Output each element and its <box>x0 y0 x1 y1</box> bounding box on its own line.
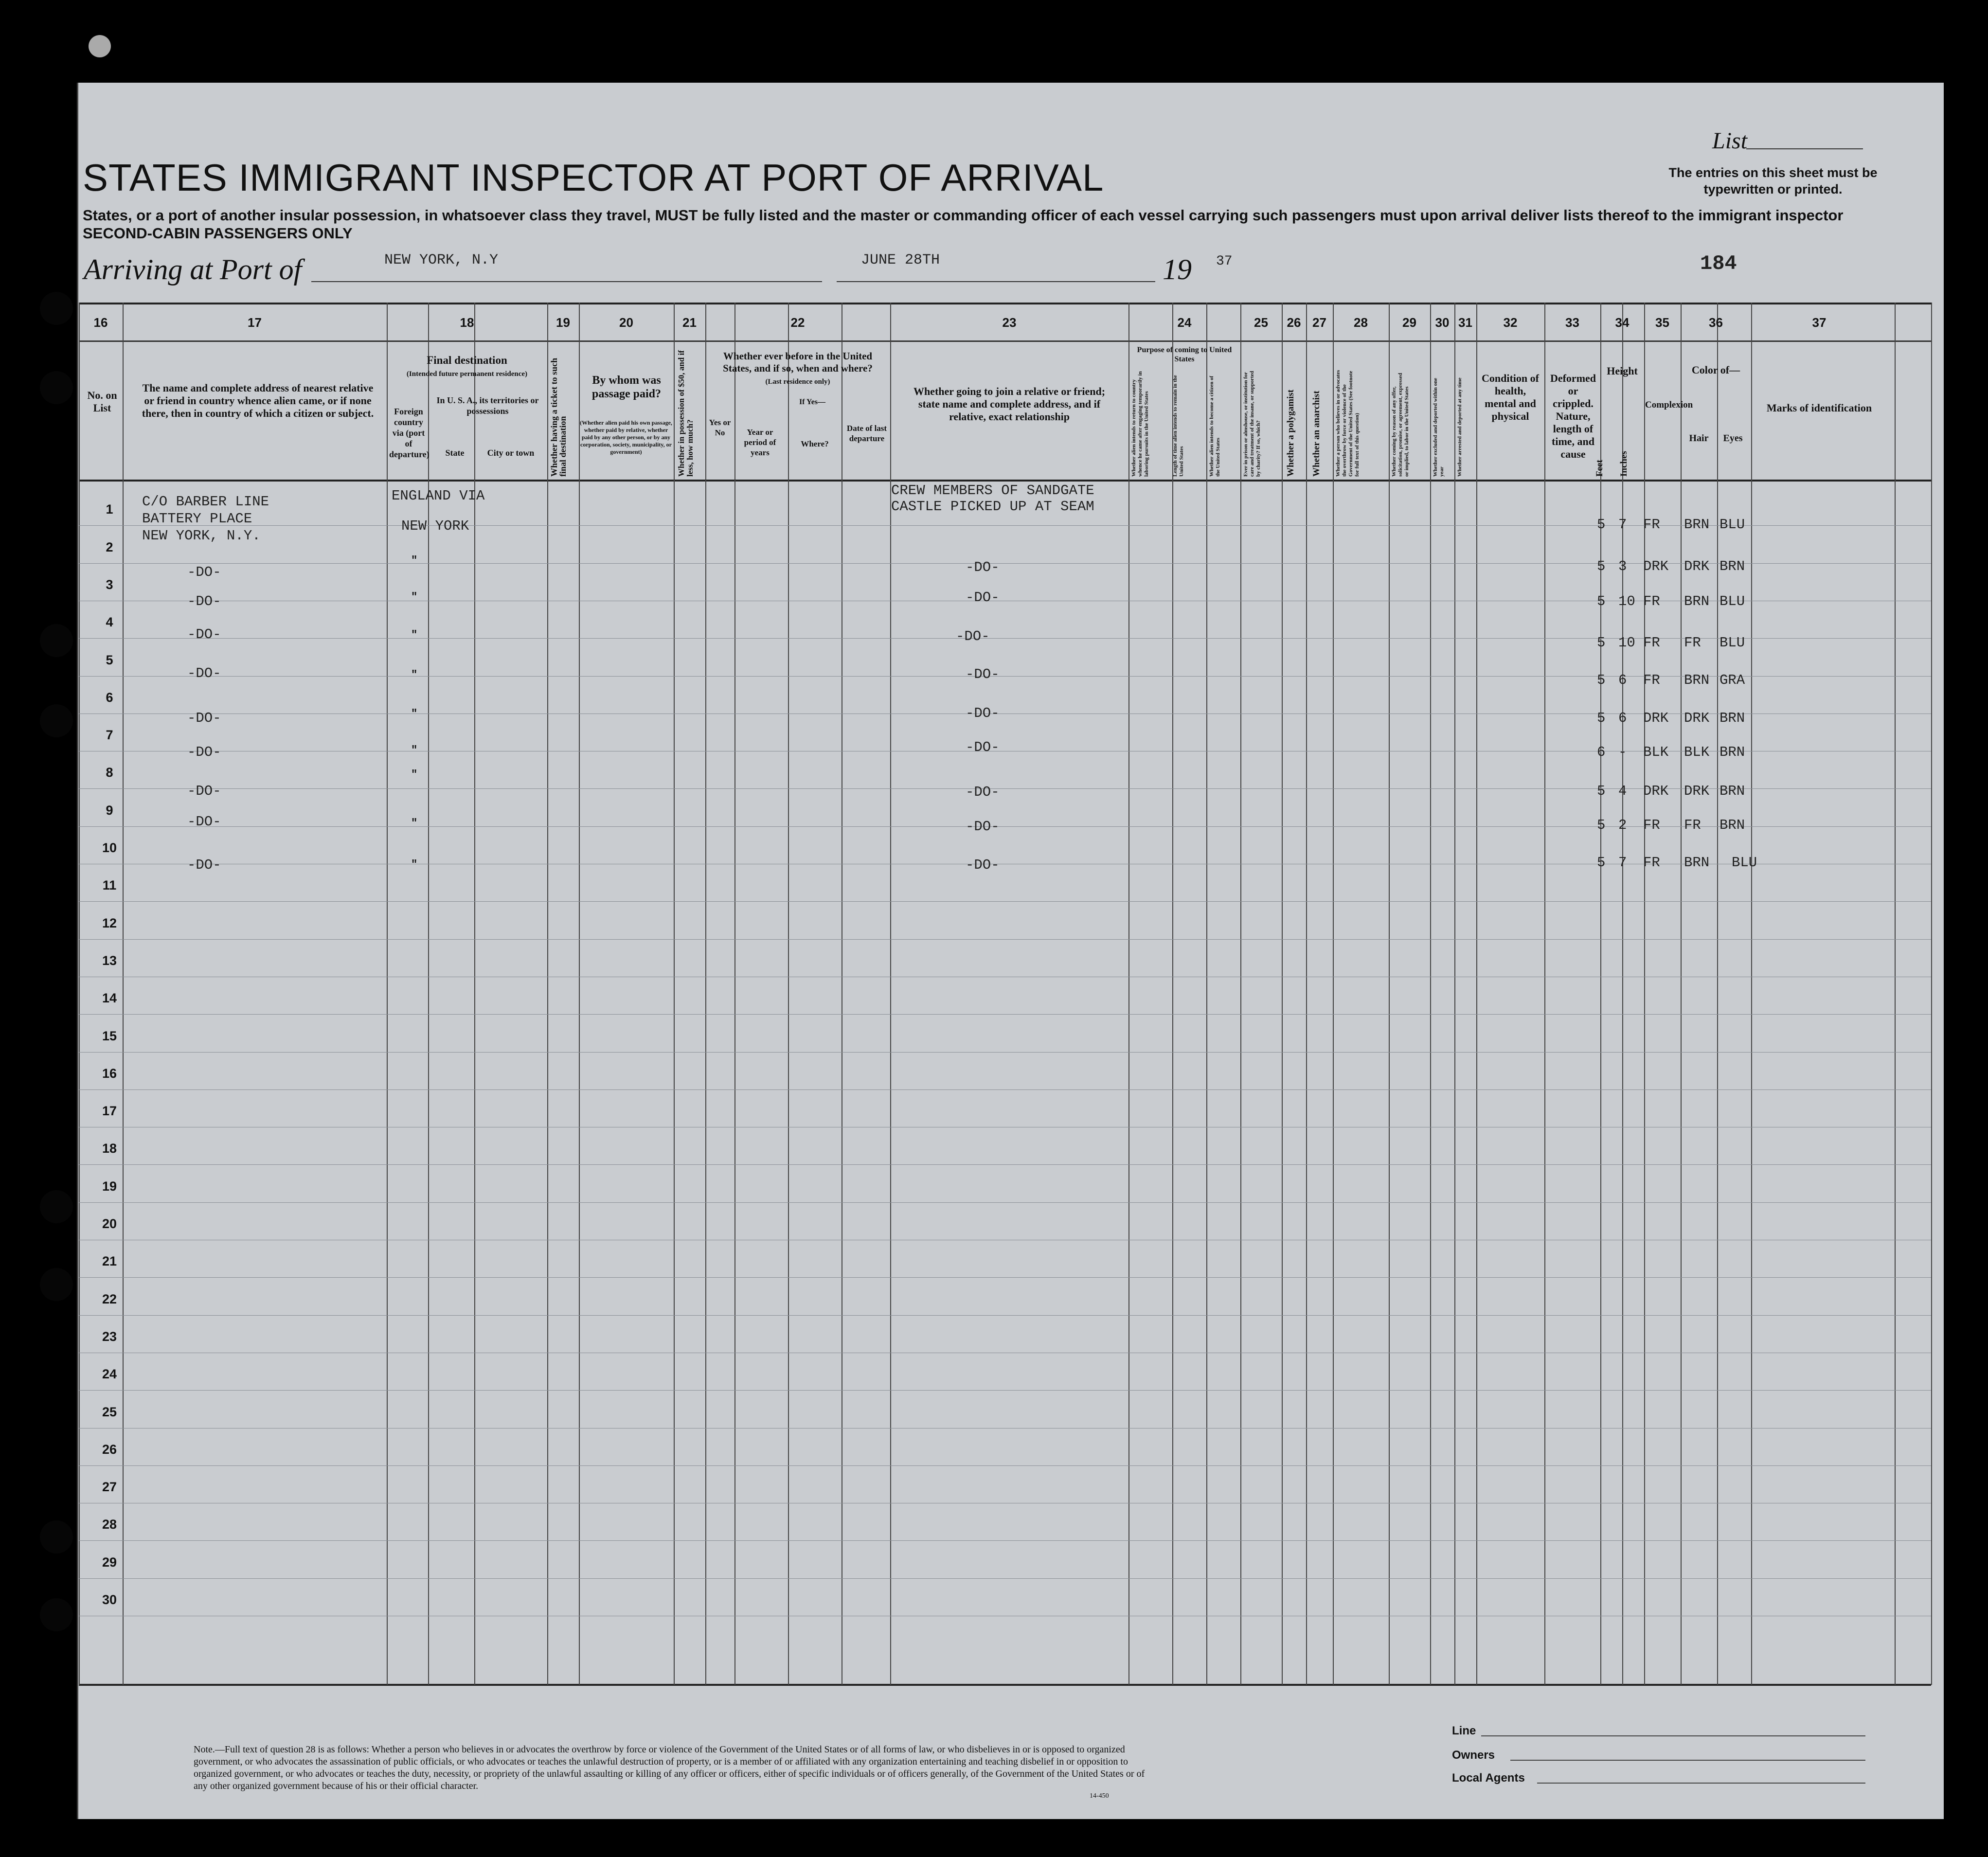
row-number: 21 <box>102 1254 117 1269</box>
hair-cell[interactable]: BRN <box>1684 593 1710 609</box>
row-rule <box>79 1540 1931 1541</box>
header-health: Condition of health, mental and physical <box>1482 372 1539 422</box>
column-rule <box>734 303 735 1685</box>
relation-ditto[interactable]: -DO- <box>966 784 1000 800</box>
column-rule <box>428 303 429 1685</box>
row-number: 23 <box>102 1329 117 1344</box>
address-ditto[interactable]: -DO- <box>187 710 221 726</box>
eyes-cell[interactable]: BLU <box>1719 593 1745 609</box>
destination-ditto-mark: " <box>411 591 418 603</box>
header-last-departure: Date of last departure <box>846 424 887 443</box>
local-agents-field[interactable] <box>1537 1783 1865 1784</box>
col-num-29: 29 <box>1402 315 1416 330</box>
relation-ditto[interactable]: -DO- <box>956 628 990 644</box>
column-rule <box>1622 303 1623 1685</box>
hair-cell[interactable]: DRK <box>1684 558 1710 574</box>
footnote: Note.—Full text of question 28 is as follows: Whether a person who believes in or advocates the overthrow by force or violence of the Government of the United States or of all forms of law, or who disbelieves in or is opposed to organized government, or who advocates the assassination of public officials, or who advocates or teaches the unlawful destruction of property, or is a member of or affiliated with any organization entertaining and teaching disbelief in or opposition to organized government, or who advocates or teaches the duty, necessity, or propriety of the unlawful assaulting or killing of any officer or officers, either of specific individuals or of officers generally, of the Government of the United States or of any other organized government because of his or their official character. <box>194 1744 1145 1791</box>
row-number: 10 <box>102 840 117 855</box>
address-ditto[interactable]: -DO- <box>187 744 221 760</box>
col-num-28: 28 <box>1354 315 1368 330</box>
eyes-cell[interactable]: BLU <box>1719 517 1745 533</box>
row-number: 2 <box>106 539 113 554</box>
column-rule <box>1172 303 1173 1685</box>
header-arrested: Whether arrested and deported at any time <box>1457 377 1463 477</box>
destination-ditto-mark: " <box>411 708 418 720</box>
column-rule <box>579 303 580 1685</box>
header-fifty-dollars: Whether in possession of $50, and if less, how much? <box>677 350 695 477</box>
owners-field[interactable] <box>1510 1760 1865 1761</box>
header-final-destination-sub: (Intended future permanent residence) <box>406 370 528 378</box>
col-num-37: 37 <box>1812 315 1827 330</box>
feet-cell[interactable]: 5 <box>1597 710 1606 726</box>
complexion-cell[interactable]: DRK <box>1643 710 1669 726</box>
column-rule <box>1430 303 1431 1685</box>
local-agents-label: Local Agents <box>1452 1771 1525 1785</box>
feet-cell[interactable]: 5 <box>1597 672 1606 688</box>
row-number: 22 <box>102 1291 117 1306</box>
column-rule <box>474 303 475 1685</box>
column-rule <box>1931 303 1932 1685</box>
row-number: 24 <box>102 1367 117 1382</box>
address-ditto[interactable]: -DO- <box>187 593 221 609</box>
header-eyes: Eyes <box>1723 433 1743 444</box>
row-number: 29 <box>102 1554 117 1570</box>
relation-ditto[interactable]: -DO- <box>966 705 1000 721</box>
address-line-2[interactable]: BATTERY PLACE <box>142 511 252 527</box>
punch-hole <box>40 624 73 657</box>
col-num-36: 36 <box>1709 315 1723 330</box>
header-ticket: Whether having a ticket to such final destination <box>549 357 568 477</box>
column-rule <box>1240 303 1241 1685</box>
line-label: Line <box>1452 1724 1476 1737</box>
table-bottom-rule <box>79 1684 1931 1686</box>
row-number: 5 <box>106 652 113 667</box>
column-rule <box>387 303 388 1685</box>
inches-cell[interactable]: 4 <box>1618 783 1627 799</box>
row-number: 13 <box>102 953 117 968</box>
row-rule <box>79 1089 1931 1090</box>
header-purpose: Purpose of coming to United States <box>1137 346 1232 363</box>
col-num-34: 34 <box>1615 315 1630 330</box>
header-relative-address: The name and complete address of nearest relative or friend in country whence alien came, or if none there, then in country of which a citizen or subject. <box>142 382 374 419</box>
header-complexion: Complexion <box>1645 400 1693 410</box>
column-rule <box>547 303 548 1685</box>
year-prefix: 19 <box>1163 253 1192 286</box>
col-num-20: 20 <box>619 315 633 330</box>
row-number: 14 <box>102 991 117 1006</box>
form-number: 14-450 <box>1090 1792 1109 1800</box>
header-city: City or town <box>487 448 535 458</box>
column-rule <box>1306 303 1307 1685</box>
eyes-cell[interactable]: BLU <box>1719 635 1745 651</box>
relation-ditto[interactable]: -DO- <box>966 559 1000 575</box>
destination-ditto-mark: " <box>411 669 418 681</box>
header-yes-no: Yes or No <box>709 418 731 437</box>
row-number: 28 <box>102 1517 117 1532</box>
destination-ditto-mark: " <box>411 817 418 829</box>
date-field-line <box>837 281 1155 282</box>
list-number-field[interactable] <box>1746 148 1863 149</box>
row-rule <box>79 1202 1931 1203</box>
class-note: SECOND-CABIN PASSENGERS ONLY <box>83 225 353 242</box>
punch-hole <box>40 1268 73 1301</box>
col-num-31: 31 <box>1458 315 1472 330</box>
relation-line-1[interactable]: CREW MEMBERS OF SANDGATE <box>891 482 1094 499</box>
feet-cell[interactable]: 5 <box>1597 635 1606 651</box>
feet-cell[interactable]: 6 <box>1597 744 1606 760</box>
col-num-35: 35 <box>1655 315 1669 330</box>
row-rule <box>79 1315 1931 1316</box>
header-feet: Feet <box>1594 460 1605 477</box>
inches-cell[interactable]: 10 <box>1618 593 1635 609</box>
complexion-cell[interactable]: FR <box>1643 517 1660 533</box>
col-num-27: 27 <box>1312 315 1326 330</box>
header-deformed: Deformed or crippled. Nature, length of time, and cause <box>1550 372 1596 460</box>
column-rule <box>1389 303 1390 1685</box>
destination-ditto-mark: " <box>411 629 418 641</box>
header-passage-paid-sub: (Whether alien paid his own passage, whether paid by relative, whether paid by any other person, or by any corporation, society, municipality, or government) <box>580 419 672 455</box>
relation-ditto[interactable]: -DO- <box>966 819 1000 835</box>
date-value[interactable]: JUNE 28TH <box>861 252 940 268</box>
header-ever-before-sub: (Last residence only) <box>765 378 830 386</box>
complexion-cell[interactable]: BLK <box>1643 744 1669 760</box>
column-rule <box>788 303 789 1685</box>
form-subtitle: States, or a port of another insular possession, in whatsoever class they travel, MUST be fully listed and the master or commanding officer of each vessel carrying such passengers must upon arrival deliver lists thereof to the immigrant inspector <box>83 207 1844 224</box>
inches-cell[interactable]: 3 <box>1618 558 1627 574</box>
foreign-country-line-1[interactable]: ENGLAND VIA <box>392 488 485 504</box>
col-num-32: 32 <box>1503 315 1518 330</box>
row-number: 20 <box>102 1216 117 1231</box>
row-number: 6 <box>106 690 113 705</box>
row-rule <box>79 1277 1931 1278</box>
header-inches: Inches <box>1619 451 1629 477</box>
col-num-26: 26 <box>1287 315 1301 330</box>
row-rule <box>79 1578 1931 1579</box>
column-rule <box>1600 303 1601 1685</box>
complexion-cell[interactable]: DRK <box>1643 558 1669 574</box>
inches-cell[interactable]: 2 <box>1618 817 1627 833</box>
address-line-3[interactable]: NEW YORK, N.Y. <box>142 528 261 544</box>
destination-ditto-mark: " <box>411 554 418 567</box>
punch-hole <box>40 371 73 404</box>
relation-line-2[interactable]: CASTLE PICKED UP AT SEAM <box>891 499 1094 515</box>
feet-cell[interactable]: 5 <box>1597 558 1606 574</box>
address-ditto[interactable]: -DO- <box>187 857 221 873</box>
eyes-cell[interactable]: BRN <box>1719 783 1745 799</box>
col-num-19: 19 <box>556 315 570 330</box>
form-title: STATES IMMIGRANT INSPECTOR AT PORT OF ARRIVAL <box>83 156 1104 199</box>
inches-cell[interactable]: - <box>1618 744 1627 760</box>
row-number: 7 <box>106 728 113 743</box>
hair-cell[interactable]: DRK <box>1684 783 1710 799</box>
header-no-on-list: No. on List <box>87 389 117 414</box>
address-ditto[interactable]: -DO- <box>187 564 221 580</box>
eyes-cell[interactable]: BRN <box>1719 817 1745 833</box>
header-excluded: Whether excluded and deported within one year <box>1433 377 1445 477</box>
row-number: 30 <box>102 1592 117 1607</box>
row-number: 8 <box>106 765 113 780</box>
header-join-relative: Whether going to join a relative or friend; state name and complete address, and if relative, exact relationship <box>913 385 1106 423</box>
header-polygamist: Whether a polygamist <box>1286 389 1296 477</box>
column-rule <box>1681 303 1682 1685</box>
hair-cell[interactable]: BRN <box>1684 855 1710 871</box>
address-ditto[interactable]: -DO- <box>187 814 221 830</box>
column-rule <box>705 303 706 1685</box>
eyes-cell[interactable]: BRN <box>1719 710 1745 726</box>
eyes-cell[interactable]: BRN <box>1719 558 1745 574</box>
column-rule <box>1282 303 1283 1685</box>
hair-cell[interactable]: FR <box>1684 635 1701 651</box>
punch-hole <box>40 1520 73 1553</box>
row-number: 15 <box>102 1028 117 1043</box>
col-num-33: 33 <box>1565 315 1579 330</box>
row-number: 27 <box>102 1480 117 1495</box>
row-rule <box>79 1465 1931 1466</box>
column-rule <box>674 303 675 1685</box>
header-anarchist: Whether an anarchist <box>1311 391 1322 477</box>
punch-hole <box>40 292 73 325</box>
row-number: 3 <box>106 577 113 592</box>
header-foreign-country: Foreign country via (port of departure) <box>389 407 430 459</box>
row-number: 11 <box>102 878 117 893</box>
column-rule <box>1895 303 1896 1685</box>
port-field-line <box>311 281 822 282</box>
year-suffix[interactable]: 37 <box>1216 254 1233 269</box>
line-field[interactable] <box>1481 1735 1865 1736</box>
header-final-destination: Final destination <box>427 354 507 366</box>
header-ever-before-us: Whether ever before in the United States, and if so, when and where? <box>723 350 873 374</box>
header-where: Where? <box>801 439 829 448</box>
header-prison: Ever in prison or almshouse, or institution for care and treatment of the insane, or supported by charity? If so, which? <box>1243 371 1261 477</box>
column-rule <box>1751 303 1752 1685</box>
col-num-16: 16 <box>93 315 108 330</box>
col-num-24: 24 <box>1177 315 1192 330</box>
arriving-label: Arriving at Port of <box>84 253 302 286</box>
port-value[interactable]: NEW YORK, N.Y <box>384 252 499 268</box>
destination-ditto-mark: " <box>411 858 418 871</box>
column-rule <box>1544 303 1545 1685</box>
complexion-cell[interactable]: FR <box>1643 855 1660 871</box>
row-rule <box>79 939 1931 940</box>
punch-hole <box>40 704 73 737</box>
header-bottom-rule <box>79 480 1931 482</box>
row-number: 17 <box>102 1104 117 1119</box>
hair-cell[interactable]: DRK <box>1684 710 1710 726</box>
row-number: 9 <box>106 803 113 818</box>
row-number: 19 <box>102 1178 117 1194</box>
column-rule <box>1206 303 1207 1685</box>
address-ditto[interactable]: -DO- <box>187 626 221 643</box>
header-color-of: Color of— <box>1691 364 1740 376</box>
header-in-usa: In U. S. A., its territories or possessions <box>436 395 539 416</box>
header-purpose-length: Length of time alien intends to remain in the United States <box>1172 375 1184 477</box>
inches-cell[interactable]: 7 <box>1618 855 1627 871</box>
eyes-cell[interactable]: BRN <box>1719 744 1745 760</box>
feet-cell[interactable]: 5 <box>1597 855 1606 871</box>
col-num-21: 21 <box>682 315 697 330</box>
typewritten-note: The entries on this sheet must be typewritten or printed. <box>1668 165 1878 196</box>
foreign-country-line-2[interactable]: NEW YORK <box>401 518 469 534</box>
row-number: 16 <box>102 1066 117 1081</box>
feet-cell[interactable]: 5 <box>1597 517 1606 533</box>
column-number-rule <box>79 340 1931 342</box>
list-label: List <box>1712 128 1748 154</box>
address-ditto[interactable]: -DO- <box>187 665 221 681</box>
row-rule <box>79 1052 1931 1053</box>
relation-ditto[interactable]: -DO- <box>966 589 1000 606</box>
col-num-18: 18 <box>460 315 474 330</box>
inches-cell[interactable]: 10 <box>1618 635 1635 651</box>
hair-cell[interactable]: BRN <box>1684 517 1710 533</box>
column-rule <box>1454 303 1455 1685</box>
header-year-period: Year or period of years <box>744 428 776 457</box>
column-rule <box>1644 303 1645 1685</box>
feet-cell[interactable]: 5 <box>1597 593 1606 609</box>
feet-cell[interactable]: 5 <box>1597 783 1606 799</box>
header-height: Height <box>1607 365 1638 377</box>
col-num-17: 17 <box>248 315 262 330</box>
col-num-30: 30 <box>1435 315 1450 330</box>
sheet-number: 184 <box>1700 252 1737 275</box>
complexion-cell[interactable]: FR <box>1643 635 1660 651</box>
header-purpose-citizen: Whether alien intends to become a citizen of the United States <box>1209 375 1221 477</box>
complexion-cell[interactable]: DRK <box>1643 783 1669 799</box>
row-rule <box>79 901 1931 902</box>
header-passage-paid: By whom was passage paid? <box>591 374 662 400</box>
col-num-25: 25 <box>1254 315 1268 330</box>
col-num-22: 22 <box>790 315 805 330</box>
column-rule <box>1717 303 1718 1685</box>
header-state: State <box>445 448 465 458</box>
row-number: 18 <box>102 1141 117 1156</box>
address-line-1[interactable]: C/O BARBER LINE <box>142 494 269 510</box>
column-rule <box>79 303 80 1685</box>
header-marks: Marks of identification <box>1766 402 1872 414</box>
punch-hole <box>40 1190 73 1223</box>
inches-cell[interactable]: 6 <box>1618 710 1627 726</box>
row-number: 25 <box>102 1404 117 1419</box>
destination-ditto-mark: " <box>411 768 418 781</box>
header-overthrow: Whether a person who believes in or advocates the overthrow by force or violence of the Government of the United States (See footnote for full text of this question) <box>1335 370 1360 477</box>
row-number: 4 <box>106 615 113 630</box>
row-rule <box>79 1014 1931 1015</box>
col-num-23: 23 <box>1002 315 1017 330</box>
corner-mark <box>89 35 111 57</box>
manifest-sheet <box>77 83 1944 1819</box>
complexion-cell[interactable]: FR <box>1643 593 1660 609</box>
relation-ditto[interactable]: -DO- <box>966 739 1000 755</box>
column-rule <box>1476 303 1477 1685</box>
column-rule <box>1128 303 1129 1685</box>
row-number: 26 <box>102 1442 117 1457</box>
punch-hole <box>40 1598 73 1631</box>
complexion-cell[interactable]: FR <box>1643 817 1660 833</box>
row-number: 12 <box>102 915 117 930</box>
feet-cell[interactable]: 5 <box>1597 817 1606 833</box>
row-rule <box>79 1164 1931 1165</box>
inches-cell[interactable]: 7 <box>1618 517 1627 533</box>
relation-ditto[interactable]: -DO- <box>966 857 1000 873</box>
header-if-yes: If Yes— <box>799 398 826 406</box>
header-purpose-return: Whether alien intends to return to country whence he came after engaging temporarily in laboring pursuits in the United States <box>1131 371 1149 477</box>
eyes-cell[interactable]: BLU <box>1732 855 1757 871</box>
inches-cell[interactable]: 6 <box>1618 672 1627 688</box>
column-rule <box>1333 303 1334 1685</box>
header-labor-offer: Whether coming by reason of any offer, solicitation, promise, or agreement, expressed or implied, to labor in the United States <box>1391 373 1410 477</box>
complexion-cell[interactable]: FR <box>1643 672 1660 688</box>
row-number: 1 <box>106 502 113 517</box>
owners-label: Owners <box>1452 1749 1495 1762</box>
destination-ditto-mark: " <box>411 744 418 756</box>
header-hair: Hair <box>1689 433 1709 444</box>
hair-cell[interactable]: BLK <box>1684 744 1710 760</box>
row-rule <box>79 1390 1931 1391</box>
address-ditto[interactable]: -DO- <box>187 783 221 799</box>
eyes-cell[interactable]: GRA <box>1719 672 1745 688</box>
hair-cell[interactable]: FR <box>1684 817 1701 833</box>
hair-cell[interactable]: BRN <box>1684 672 1710 688</box>
table-top-rule <box>79 303 1931 304</box>
relation-ditto[interactable]: -DO- <box>966 666 1000 682</box>
